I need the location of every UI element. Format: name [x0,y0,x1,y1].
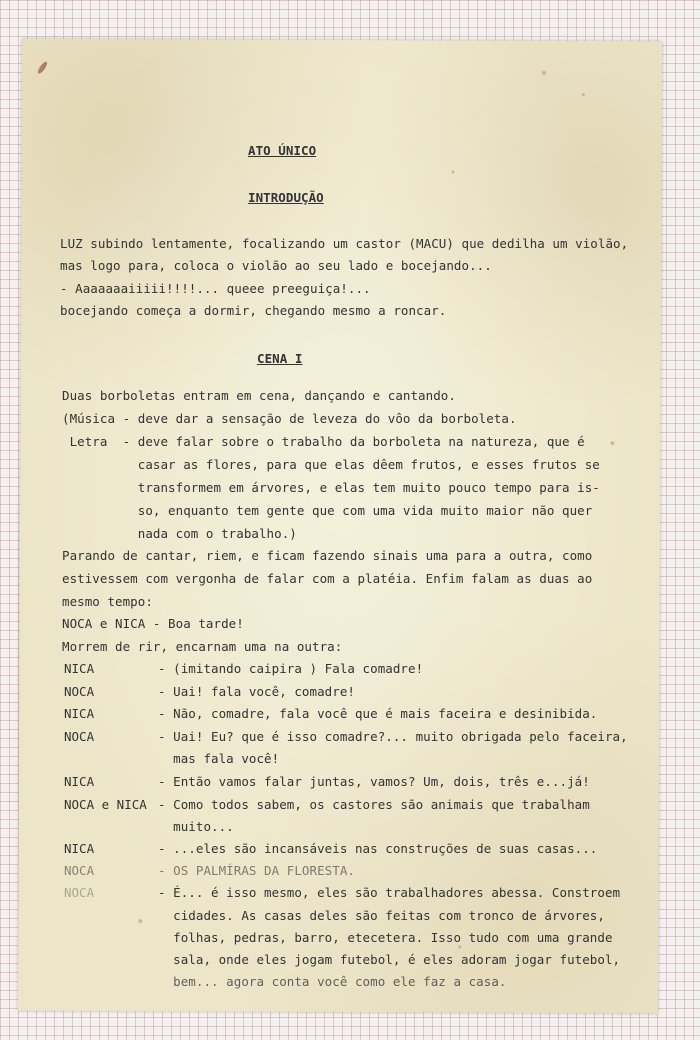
scene-line: casar as flores, para que elas dêem frutos, e esses frutos se [62,457,600,472]
intro-line: mas logo para, coloca o violão ao seu lado e bocejando... [60,258,492,273]
stain [452,170,455,173]
dialogue-line: - (imitando caipira ) Fala comadre! [158,661,424,676]
stain [36,61,48,75]
speaker-label: NICA [64,841,95,856]
dialogue-line: mas fala você! [158,751,280,766]
scene-line: Letra - deve falar sobre o trabalho da borboleta na natureza, que é [62,434,585,449]
scene-line: mesmo tempo: [62,594,153,609]
speaker-label: NOCA e NICA [64,797,147,812]
scene-line: estivessem com vergonha de falar com a platéia. Enfim falam as duas ao [62,571,593,586]
intro-line: LUZ subindo lentamente, focalizando um castor (MACU) que dedilha um violão, [60,236,629,251]
stain [582,93,585,96]
page-title: ATO ÚNICO [248,143,317,158]
speaker-label: NOCA [64,684,95,699]
dialogue-line: muito... [158,819,234,834]
stain [542,71,546,75]
speaker-label: NICA [64,774,95,789]
scene-line: nada com o trabalho.) [62,526,297,541]
dialogue-line: - É... é isso mesmo, eles são trabalhadores abessa. Constroem [158,885,621,900]
scene-line: Morrem de rir, encarnam uma na outra: [62,639,343,654]
scene-line: Duas borboletas entram em cena, dançando e cantando. [62,388,456,403]
dialogue-line: bem... agora conta você como ele faz a casa. [158,974,507,989]
speaker-label: NICA [64,661,95,676]
intro-line: - Aaaaaaaiiiii!!!!... queee preeguiça!... [60,281,371,296]
dialogue-line: - Não, comadre, fala você que é mais faceira e desinibida. [158,706,598,721]
stain [458,946,461,949]
scene-line: so, enquanto tem gente que com uma vida muito maior não quer [62,503,593,518]
dialogue-line: - Uai! fala você, comadre! [158,684,355,699]
stain [610,441,614,445]
dialogue-line: sala, onde eles jogam futebol, é eles adoram jogar futebol, [158,952,621,967]
scene-line: (Música - deve dar a sensação de leveza do vôo da borboleta. [62,411,517,426]
dialogue-line: cidades. As casas deles são feitas com tronco de árvores, [158,908,605,923]
stain [138,919,142,923]
speaker-label: NOCA [64,885,95,900]
dialogue-line: - OS PALMÍRAS DA FLORESTA. [158,863,355,878]
speaker-label: NOCA [64,863,95,878]
dialogue-line: - Como todos sabem, os castores são animais que trabalham [158,797,590,812]
scene-line: Parando de cantar, riem, e ficam fazendo sinais uma para a outra, como [62,548,593,563]
scene-heading: CENA I [257,351,303,366]
speaker-label: NICA [64,706,95,721]
scene-line: transformem em árvores, e elas tem muito pouco tempo para is- [62,480,600,495]
intro-line: bocejando começa a dormir, chegando mesmo a roncar. [60,303,447,318]
scene-line: NOCA e NICA - Boa tarde! [62,616,244,631]
speaker-label: NOCA [64,729,95,744]
dialogue-line: - Uai! Eu? que é isso comadre?... muito obrigada pelo faceira, [158,729,628,744]
dialogue-line: folhas, pedras, barro, etecetera. Isso tudo com uma grande [158,930,613,945]
dialogue-line: - ...eles são incansáveis nas construções de suas casas... [158,841,598,856]
intro-heading: INTRODUÇÃO [248,190,324,205]
dialogue-line: - Então vamos falar juntas, vamos? Um, dois, três e...já! [158,774,590,789]
